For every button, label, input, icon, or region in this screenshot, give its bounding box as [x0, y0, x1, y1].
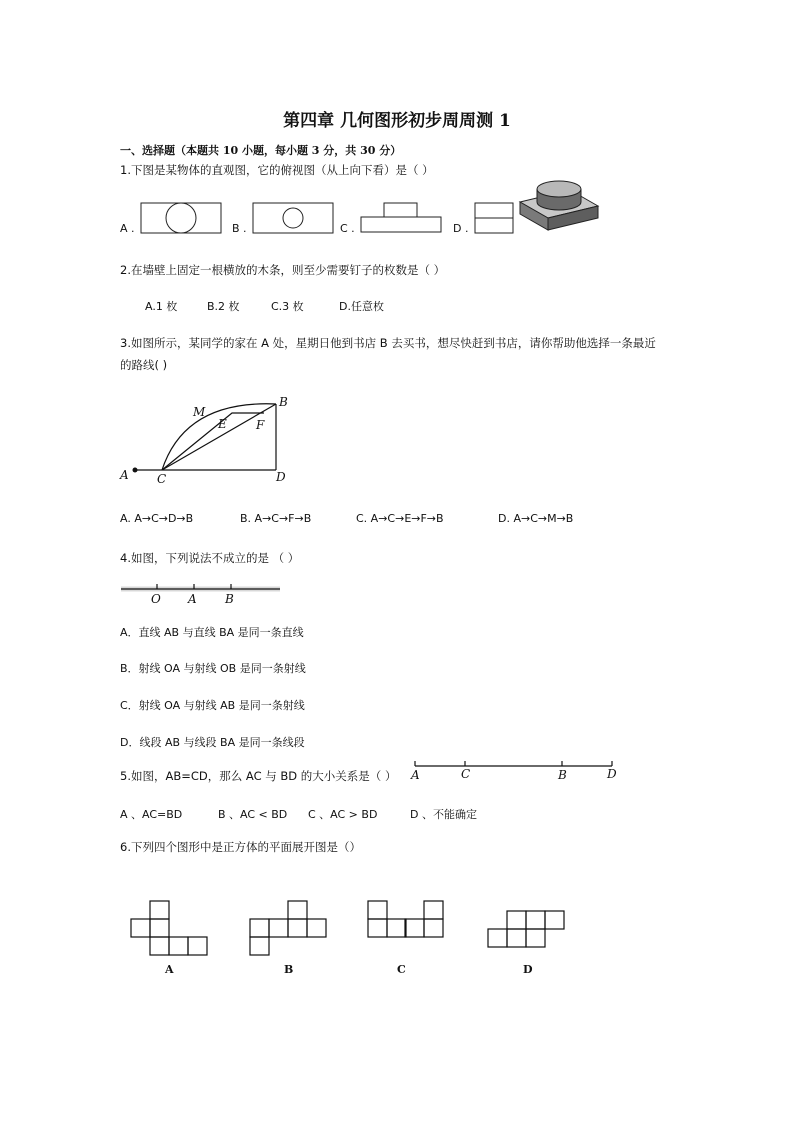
q1-option-c-label: C . — [340, 222, 355, 235]
net-label-b: B — [284, 963, 294, 976]
q4-option-c: C．射线 OA 与射线 AB 是同一条射线 — [120, 699, 305, 712]
q3-option-a: A. A→C→D→B — [120, 512, 194, 525]
net-a — [131, 901, 207, 955]
net-label-d: D — [523, 963, 533, 976]
q5-option-d: D 、不能确定 — [410, 808, 477, 821]
q3-option-b: B. A→C→F→B — [240, 512, 312, 525]
page-title: 第四章 几何图形初步周周测 1 — [283, 111, 511, 131]
q1-option-d-label: D . — [453, 222, 469, 235]
question-5-text: 5.如图，AB=CD，那么 AC 与 BD 的大小关系是（ ） — [120, 769, 397, 783]
q5-option-b: B 、AC < BD — [218, 808, 288, 821]
label-d: D — [276, 470, 286, 484]
q1-option-a-label: A . — [120, 222, 135, 235]
label-c: C — [157, 472, 167, 486]
label-e: E — [218, 417, 227, 431]
label-m: M — [193, 405, 206, 419]
question-3-text-line-1: 3.如图所示，某同学的家在 A 处，星期日他到书店 B 去买书，想尽快赶到书店，请你帮助他选择一条最近 — [120, 336, 656, 350]
question-1-text: 1.下图是某物体的直观图，它的俯视图（从上向下看）是（ ） — [120, 163, 434, 177]
label-f: F — [256, 418, 265, 432]
q5-option-c: C 、AC > BD — [308, 808, 378, 821]
label-b: B — [558, 768, 567, 782]
net-label-a: A — [165, 963, 174, 976]
question-2-text: 2.在墙壁上固定一根横放的木条，则至少需要钉子的枚数是（ ） — [120, 263, 446, 277]
q2-option-c: C.3 枚 — [271, 300, 304, 313]
q2-option-b: B.2 枚 — [207, 300, 240, 313]
net-d — [488, 911, 564, 947]
label-a: A — [188, 592, 197, 606]
label-c: C — [461, 767, 471, 781]
label-o: O — [151, 592, 161, 606]
question-4-text: 4.如图，下列说法不成立的是 （ ） — [120, 551, 300, 565]
net-label-c: C — [397, 963, 406, 976]
q3-option-d: D. A→C→M→B — [498, 512, 574, 525]
question-3-text-line-2: 的路线( ) — [120, 358, 168, 372]
label-a: A — [411, 768, 420, 782]
q4-option-d: D．线段 AB 与线段 BA 是同一条线段 — [120, 736, 305, 749]
question-6-text: 6.下列四个图形中是正方体的平面展开图是（） — [120, 840, 361, 854]
net-b — [250, 901, 326, 955]
label-b: B — [279, 395, 288, 409]
net-c — [368, 901, 443, 937]
label-a: A — [120, 468, 129, 482]
label-b: B — [225, 592, 234, 606]
q2-option-a: A.1 枚 — [145, 300, 178, 313]
q3-option-c: C. A→C→E→F→B — [356, 512, 444, 525]
section-heading: 一、选择题（本题共 10 小题，每小题 3 分，共 30 分） — [120, 144, 402, 157]
q4-option-b: B．射线 OA 与射线 OB 是同一条射线 — [120, 662, 306, 675]
q2-option-d: D.任意枚 — [339, 300, 384, 313]
q1-option-b-label: B . — [232, 222, 247, 235]
q5-option-a: A 、AC=BD — [120, 808, 183, 821]
q4-option-a: A．直线 AB 与直线 BA 是同一条直线 — [120, 626, 304, 639]
label-d: D — [607, 767, 617, 781]
